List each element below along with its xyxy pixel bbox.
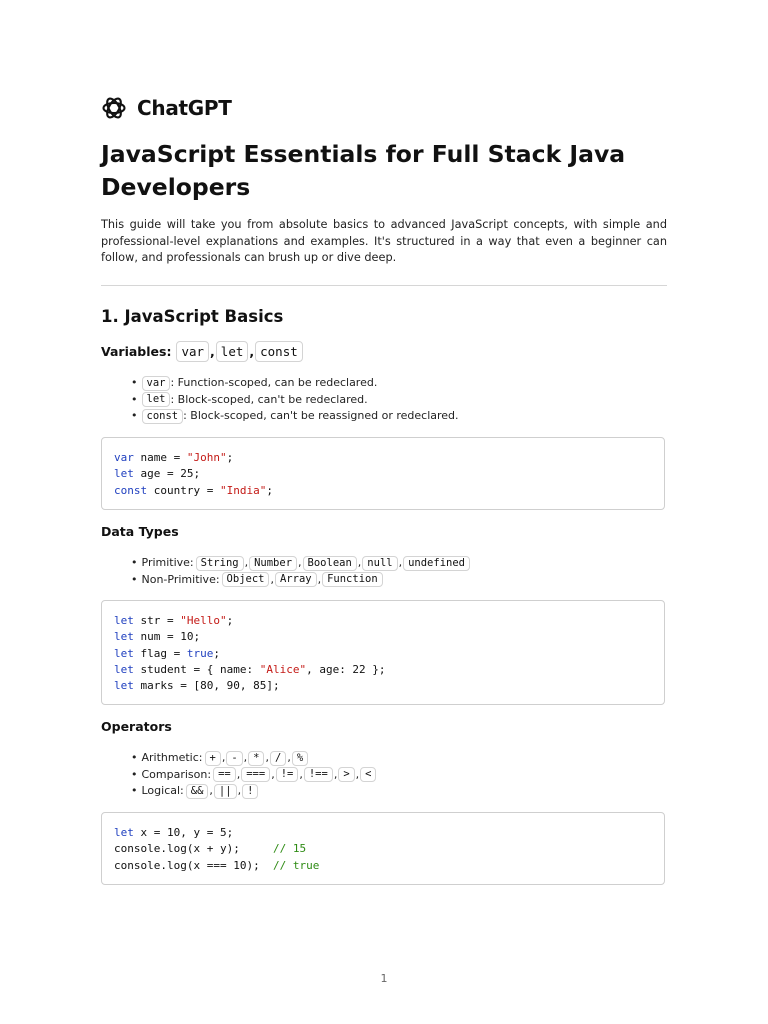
openai-logo-icon: [101, 95, 127, 121]
list-item: • Arithmetic: + , - , * , / , %: [131, 750, 376, 767]
inline-code: var: [176, 341, 209, 362]
code-token: var: [114, 451, 134, 464]
code-line: [114, 646, 652, 662]
code-token: let: [114, 679, 134, 693]
list-item-label: Non-Primitive:: [141, 572, 220, 586]
code-token: console.log(x + y);: [114, 842, 273, 856]
data-types-list: [131, 555, 470, 588]
code-line: [114, 629, 652, 645]
code-token: "Alice": [259, 662, 307, 676]
section-heading-basics: 1. JavaScript Basics: [101, 307, 284, 326]
code-token: marks = [80, 90, 85];: [133, 679, 280, 693]
inline-code: &&: [186, 784, 209, 799]
code-token: student = { name:: [133, 662, 260, 676]
code-line: [114, 483, 652, 499]
code-token: const: [114, 483, 148, 497]
brand-name: ChatGPT: [137, 96, 232, 120]
inline-code: !==: [304, 767, 333, 782]
bullet-icon: •: [131, 556, 138, 569]
operators-list: [131, 750, 376, 800]
bullet-icon: •: [131, 572, 138, 586]
code-token: // 15: [272, 842, 307, 856]
page-number: 1: [380, 972, 388, 985]
code-line: [114, 662, 652, 678]
list-item-text: : Block-scoped, can't be reassigned or redeclared.: [183, 409, 459, 422]
brand-header: [101, 94, 232, 122]
list-item: • let : Block-scoped, can't be redeclared.: [131, 392, 459, 409]
code-line: [114, 613, 652, 629]
inline-code: Array: [275, 572, 317, 587]
list-item-label: Comparison:: [141, 767, 212, 781]
inline-code: var: [142, 376, 171, 391]
code-token: ;: [226, 614, 234, 627]
code-line: [114, 858, 652, 874]
operators-heading: Operators: [101, 719, 172, 734]
code-line: [114, 466, 652, 482]
code-line: [114, 678, 652, 694]
variables-label: Variables:: [101, 343, 172, 359]
code-token: // true: [272, 858, 320, 872]
list-item: • Comparison: == , === , != , !== , > , <: [131, 767, 376, 784]
list-item: • const : Block-scoped, can't be reassigned or redeclared.: [131, 408, 459, 425]
code-token: num = 10;: [133, 630, 201, 644]
data-types-heading: Data Types: [101, 524, 179, 539]
code-token: ;: [213, 646, 220, 660]
code-token: "India": [219, 483, 267, 497]
inline-code: ===: [241, 767, 270, 782]
inline-code: Boolean: [303, 556, 357, 571]
inline-code: /: [270, 751, 286, 766]
inline-code: >: [338, 767, 354, 782]
code-token: ;: [226, 451, 234, 464]
inline-code: %: [292, 751, 308, 766]
code-token: let: [114, 826, 134, 839]
code-token: let: [114, 630, 134, 644]
inline-code: const: [255, 341, 303, 362]
code-line: [114, 825, 652, 841]
code-block: [101, 600, 665, 705]
inline-code: *: [248, 751, 264, 766]
inline-code: null: [362, 556, 397, 571]
inline-code: ==: [213, 767, 236, 782]
inline-code: undefined: [403, 556, 470, 571]
variables-list: [131, 375, 459, 425]
bullet-icon: •: [131, 784, 138, 797]
code-token: , age: 22 };: [306, 662, 386, 676]
bullet-icon: •: [131, 751, 138, 764]
list-item-label: Arithmetic:: [141, 751, 203, 764]
code-token: "Hello": [180, 614, 227, 627]
code-token: ;: [266, 483, 273, 497]
inline-code: Number: [249, 556, 297, 571]
code-token: flag =: [133, 646, 187, 660]
list-item-text: : Block-scoped, can't be redeclared.: [170, 392, 368, 406]
code-token: "John": [186, 451, 227, 464]
list-item-label: Logical:: [141, 784, 184, 797]
inline-code: let: [216, 341, 249, 362]
code-line: [114, 450, 652, 466]
list-item-text: : Function-scoped, can be redeclared.: [170, 376, 378, 389]
variables-heading: Variables: var , let , const: [101, 341, 303, 362]
document-title: JavaScript Essentials for Full Stack Java Developers: [101, 140, 626, 201]
inline-code: Object: [222, 572, 270, 587]
list-item-label: Primitive:: [141, 556, 194, 569]
code-token: x = 10, y = 5;: [133, 826, 234, 839]
inline-code: String: [196, 556, 244, 571]
code-token: str =: [133, 614, 181, 627]
inline-code: -: [226, 751, 242, 766]
code-token: let: [114, 646, 134, 660]
code-token: age = 25;: [133, 467, 201, 481]
code-token: console.log(x === 10);: [114, 858, 273, 872]
inline-code: !: [242, 784, 258, 799]
code-block: [101, 812, 665, 885]
code-token: true: [186, 646, 214, 660]
code-token: let: [114, 662, 134, 676]
list-item: • Primitive: String , Number , Boolean , null , undefined: [131, 555, 470, 572]
inline-code: let: [142, 392, 171, 407]
inline-code: +: [205, 751, 221, 766]
list-item: • var : Function-scoped, can be redeclared.: [131, 375, 459, 392]
inline-code: <: [360, 767, 376, 782]
code-line: [114, 841, 652, 857]
inline-code: Function: [322, 572, 383, 587]
list-item: • Logical: && , || , !: [131, 783, 376, 800]
code-block: [101, 437, 665, 510]
code-token: country =: [147, 483, 220, 497]
list-item: • Non-Primitive: Object , Array , Function: [131, 572, 470, 589]
inline-code: !=: [276, 767, 299, 782]
inline-code: const: [142, 409, 184, 424]
code-token: let: [114, 467, 134, 481]
inline-code: ||: [214, 784, 237, 799]
code-token: name =: [133, 451, 187, 464]
section-divider: [101, 285, 667, 286]
code-token: let: [114, 614, 134, 627]
intro-paragraph: This guide will take you from absolute basics to advanced JavaScript concepts, with simple and professional-level explanations and examples. It's structured in a way that even a beginner can follow, and professionals can brush up or dive deep.: [101, 218, 667, 264]
bullet-icon: •: [131, 767, 138, 781]
